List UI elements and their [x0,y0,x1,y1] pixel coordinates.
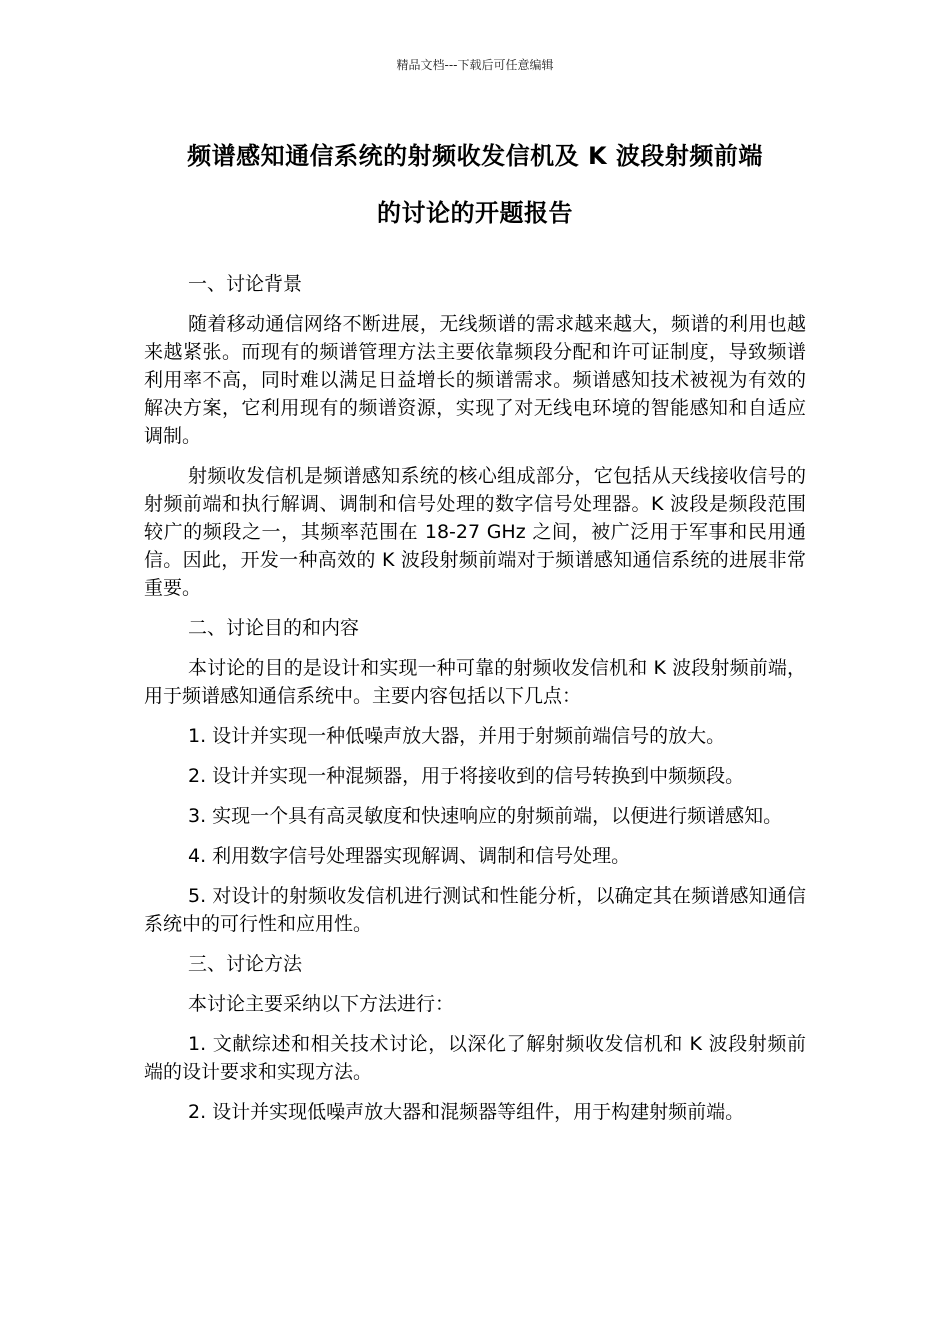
paragraph-background-2: 射频收发信机是频谱感知系统的核心组成部分，它包括从天线接收信号的射频前端和执行解调、调制和信号处理的数字信号处理器。K 波段是频段范围较广的频段之一，其频率范围在 18-27 GHz 之间，被广泛用于军事和民用通信。因此，开发一种高效的 K 波段射频前端对于频谱感知通信系统的进展非常重要。 [144,465,806,599]
section-heading-purpose: 二、讨论目的和内容 [188,617,360,639]
list-item-method-2: 2. 设计并实现低噪声放大器和混频器等组件，用于构建射频前端。 [188,1101,745,1123]
list-item-purpose-4: 4. 利用数字信号处理器实现解调、调制和信号处理。 [188,845,631,867]
document-title-line-1: 频谱感知通信系统的射频收发信机及 K 波段射频前端 [187,142,763,170]
list-item-purpose-2: 2. 设计并实现一种混频器，用于将接收到的信号转换到中频频段。 [188,765,745,787]
list-item-method-1: 1. 文献综述和相关技术讨论，以深化了解射频收发信机和 K 波段射频前端的设计要求和实现方法。 [144,1033,806,1083]
paragraph-method-intro: 本讨论主要采纳以下方法进行： [188,993,455,1015]
list-item-purpose-5: 5. 对设计的射频收发信机进行测试和性能分析，以确定其在频谱感知通信系统中的可行性和应用性。 [144,885,806,935]
paragraph-background-1: 随着移动通信网络不断进展，无线频谱的需求越来越大，频谱的利用也越来越紧张。而现有的频谱管理方法主要依靠频段分配和许可证制度，导致频谱利用率不高，同时难以满足日益增长的频谱需求。频谱感知技术被视为有效的解决方案，它利用现有的频谱资源，实现了对无线电环境的智能感知和自适应调制。 [144,313,806,447]
paragraph-purpose-intro: 本讨论的目的是设计和实现一种可靠的射频收发信机和 K 波段射频前端，用于频谱感知通信系统中。主要内容包括以下几点： [144,657,806,707]
header-note: 精品文档---下载后可任意编辑 [396,58,554,72]
document-title-line-2: 的讨论的开题报告 [377,199,573,227]
section-heading-method: 三、讨论方法 [188,953,303,975]
document-body [144,270,806,1138]
list-item-purpose-3: 3. 实现一个具有高灵敏度和快速响应的射频前端，以便进行频谱感知。 [188,805,783,827]
list-item-purpose-1: 1. 设计并实现一种低噪声放大器，并用于射频前端信号的放大。 [188,725,726,747]
section-heading-background: 一、讨论背景 [188,273,303,295]
